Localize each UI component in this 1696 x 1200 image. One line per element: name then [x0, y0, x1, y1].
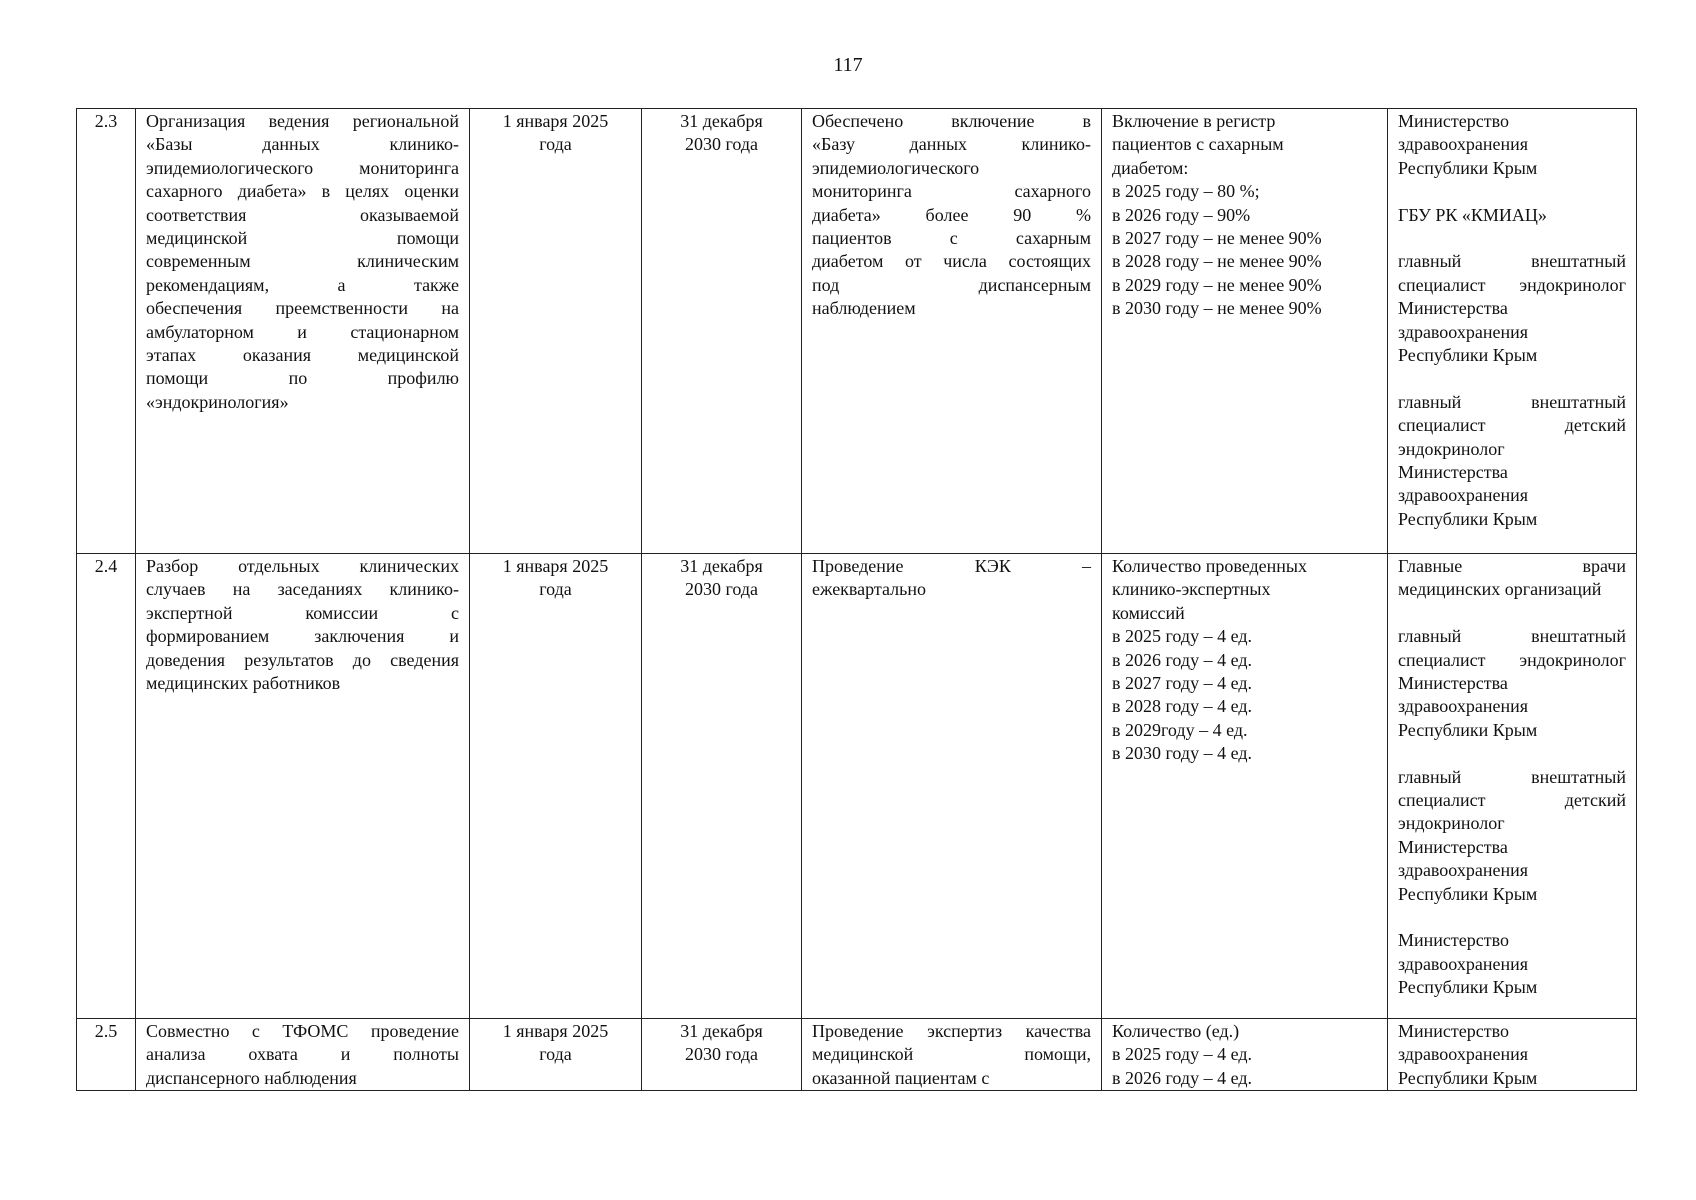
cell-text-line: в 2027 году – не менее 90% — [1112, 228, 1322, 249]
cell-text-line: наблюдением — [812, 298, 916, 319]
cell-text-line: Включение в регистр — [1112, 111, 1276, 131]
cell-text-line: анализа охвата и полноты — [146, 1044, 459, 1065]
blank-line — [1398, 906, 1626, 929]
cell-text-line: пациентов с сахарным — [812, 228, 1091, 249]
cell-text-line: в 2025 году – 80 %; — [1112, 181, 1260, 202]
measures-table — [76, 108, 1637, 1091]
cell-text-line: «эндокринология» — [146, 391, 289, 412]
cell-text-line: года — [539, 1044, 572, 1065]
cell-text-line: ежеквартально — [812, 579, 926, 600]
cell-text-line: доведения результатов до сведения — [146, 649, 459, 670]
activity-cell — [136, 109, 470, 554]
cell-text-line: года — [539, 134, 572, 155]
cell-text-line: этапах оказания медицинской — [146, 345, 459, 366]
cell-text-line: клинико-экспертных — [1112, 579, 1271, 600]
page-number: 117 — [833, 54, 863, 76]
cell-text-line: пациентов с сахарным — [1112, 134, 1284, 155]
cell-text-line: здравоохранения — [1398, 321, 1529, 342]
cell-text-line: амбулаторном и стационарном — [146, 321, 459, 342]
cell-text-line: обеспечения преемственности на — [146, 298, 459, 319]
cell-text-line: диспансерного наблюдения — [146, 1067, 357, 1088]
cell-text-line: 31 декабря — [680, 1021, 763, 1041]
end-date-cell — [642, 1019, 802, 1091]
cell-text-line: главный внештатный — [1398, 626, 1626, 647]
cell-text-line: эпидемиологического — [812, 157, 980, 178]
cell-text-line: в 2030 году – не менее 90% — [1112, 298, 1322, 319]
indicator-cell — [1102, 109, 1388, 554]
cell-text-line: оказанной пациентам с — [812, 1067, 990, 1088]
row-number: 2.5 — [77, 1019, 136, 1091]
cell-text-line: в 2028 году – не менее 90% — [1112, 251, 1322, 272]
responsible-cell — [1388, 109, 1637, 554]
cell-text-line: в 2026 году – 4 ед. — [1112, 649, 1252, 670]
cell-text-line: комиссий — [1112, 602, 1185, 623]
end-date-cell — [642, 554, 802, 1019]
cell-text-line: специалист детский — [1398, 790, 1626, 811]
cell-text-line: формированием заключения и — [146, 626, 459, 647]
cell-text-line: соответствия оказываемой — [146, 204, 459, 225]
cell-text-line: специалист детский — [1398, 415, 1626, 436]
table-row — [77, 109, 1637, 554]
cell-text-line: эндокринолог — [1398, 813, 1505, 834]
responsible-cell — [1388, 554, 1637, 1019]
cell-text-line: случаев на заседаниях клинико- — [146, 579, 459, 600]
cell-text-line: Разбор отдельных клинических — [146, 556, 459, 576]
cell-text-line: медицинских организаций — [1398, 579, 1602, 600]
cell-text-line: в 2030 году – 4 ед. — [1112, 743, 1252, 764]
cell-text-line: специалист эндокринолог — [1398, 649, 1626, 670]
cell-text-line: «Базу данных клинико- — [812, 134, 1091, 155]
cell-text-line: экспертной комиссии с — [146, 602, 459, 623]
activity-cell — [136, 1019, 470, 1091]
cell-text-line: сахарного диабета» в целях оценки — [146, 181, 459, 202]
cell-text-line: помощи по профилю — [146, 368, 459, 389]
result-cell — [802, 1019, 1102, 1091]
cell-text-line: медицинских работников — [146, 673, 341, 694]
cell-text-line: здравоохранения — [1398, 860, 1529, 881]
cell-text-line: Республики Крым — [1398, 1067, 1538, 1088]
blank-line — [1398, 180, 1626, 203]
cell-text-line: рекомендациям, а также — [146, 274, 459, 295]
cell-text-line: Министерство — [1398, 1021, 1509, 1041]
cell-text-line: Количество (ед.) — [1112, 1021, 1240, 1041]
cell-text-line: здравоохранения — [1398, 134, 1529, 155]
cell-text-line: Министерства — [1398, 836, 1508, 857]
cell-text-line: здравоохранения — [1398, 953, 1529, 974]
cell-text-line: Количество проведенных — [1112, 556, 1307, 576]
cell-text-line: 2030 года — [684, 1044, 759, 1065]
cell-text-line: медицинской помощи, — [812, 1044, 1091, 1065]
cell-text-line: специалист эндокринолог — [1398, 274, 1626, 295]
cell-text-line: 1 января 2025 — [502, 1021, 609, 1041]
result-cell — [802, 554, 1102, 1019]
blank-line — [1398, 602, 1626, 625]
cell-text-line: Республики Крым — [1398, 883, 1538, 904]
cell-text-line: в 2025 году – 4 ед. — [1112, 1044, 1252, 1065]
cell-text-line: 31 декабря — [680, 556, 763, 576]
start-date-cell — [470, 1019, 642, 1091]
row-number: 2.3 — [77, 109, 136, 554]
cell-text-line: 2030 года — [684, 134, 759, 155]
cell-text-line: года — [539, 579, 572, 600]
cell-text-line: в 2027 году – 4 ед. — [1112, 673, 1252, 694]
cell-text-line: главный внештатный — [1398, 766, 1626, 787]
cell-text-line: Республики Крым — [1398, 977, 1538, 998]
cell-text-line: Министерство — [1398, 930, 1509, 951]
cell-text-line: медицинской помощи — [146, 228, 459, 249]
cell-text-line: Республики Крым — [1398, 508, 1538, 529]
start-date-cell — [470, 554, 642, 1019]
cell-text-line: Проведение экспертиз качества — [812, 1021, 1091, 1041]
result-cell — [802, 109, 1102, 554]
blank-line — [1398, 227, 1626, 250]
start-date-cell — [470, 109, 642, 554]
cell-text-line: Республики Крым — [1398, 157, 1538, 178]
cell-text-line: в 2025 году – 4 ед. — [1112, 626, 1252, 647]
cell-text-line: Министерства — [1398, 673, 1508, 694]
cell-text-line: здравоохранения — [1398, 1044, 1529, 1065]
blank-line — [1398, 367, 1626, 390]
cell-text-line: 1 января 2025 — [502, 556, 609, 576]
cell-text-line: Совместно с ТФОМС проведение — [146, 1021, 459, 1041]
cell-text-line: диабета» более 90 % — [812, 204, 1091, 225]
cell-text-line: ГБУ РК «КМИАЦ» — [1398, 204, 1547, 225]
activity-cell — [136, 554, 470, 1019]
responsible-cell — [1388, 1019, 1637, 1091]
cell-text-line: диабетом от числа состоящих — [812, 251, 1091, 272]
cell-text-line: «Базы данных клинико- — [146, 134, 459, 155]
cell-text-line: Министерство — [1398, 111, 1509, 131]
cell-text-line: мониторинга сахарного — [812, 181, 1091, 202]
cell-text-line: эпидемиологического мониторинга — [146, 157, 459, 178]
cell-text-line: Обеспечено включение в — [812, 111, 1091, 131]
cell-text-line: современным клиническим — [146, 251, 459, 272]
cell-text-line: диабетом: — [1112, 157, 1189, 178]
cell-text-line: 2030 года — [684, 579, 759, 600]
cell-text-line: здравоохранения — [1398, 485, 1529, 506]
cell-text-line: 1 января 2025 — [502, 111, 609, 131]
cell-text-line: Проведение КЭК – — [812, 556, 1091, 576]
cell-text-line: Республики Крым — [1398, 719, 1538, 740]
cell-text-line: главный внештатный — [1398, 391, 1626, 412]
cell-text-line: главный внештатный — [1398, 251, 1626, 272]
cell-text-line: здравоохранения — [1398, 696, 1529, 717]
cell-text-line: в 2028 году – 4 ед. — [1112, 696, 1252, 717]
indicator-cell — [1102, 554, 1388, 1019]
cell-text-line: 31 декабря — [680, 111, 763, 131]
end-date-cell — [642, 109, 802, 554]
cell-text-line: под диспансерным — [812, 274, 1091, 295]
table-row — [77, 1019, 1637, 1091]
cell-text-line: Главные врачи — [1398, 556, 1626, 576]
row-number: 2.4 — [77, 554, 136, 1019]
cell-text-line: Министерства — [1398, 462, 1508, 483]
cell-text-line: в 2029 году – не менее 90% — [1112, 274, 1322, 295]
cell-text-line: в 2026 году – 90% — [1112, 204, 1251, 225]
cell-text-line: в 2029году – 4 ед. — [1112, 719, 1248, 740]
table-row — [77, 554, 1637, 1019]
cell-text-line: Организация ведения региональной — [146, 111, 459, 131]
blank-line — [1398, 742, 1626, 765]
cell-text-line: Республики Крым — [1398, 345, 1538, 366]
cell-text-line: в 2026 году – 4 ед. — [1112, 1067, 1252, 1088]
cell-text-line: Министерства — [1398, 298, 1508, 319]
cell-text-line: эндокринолог — [1398, 438, 1505, 459]
indicator-cell — [1102, 1019, 1388, 1091]
